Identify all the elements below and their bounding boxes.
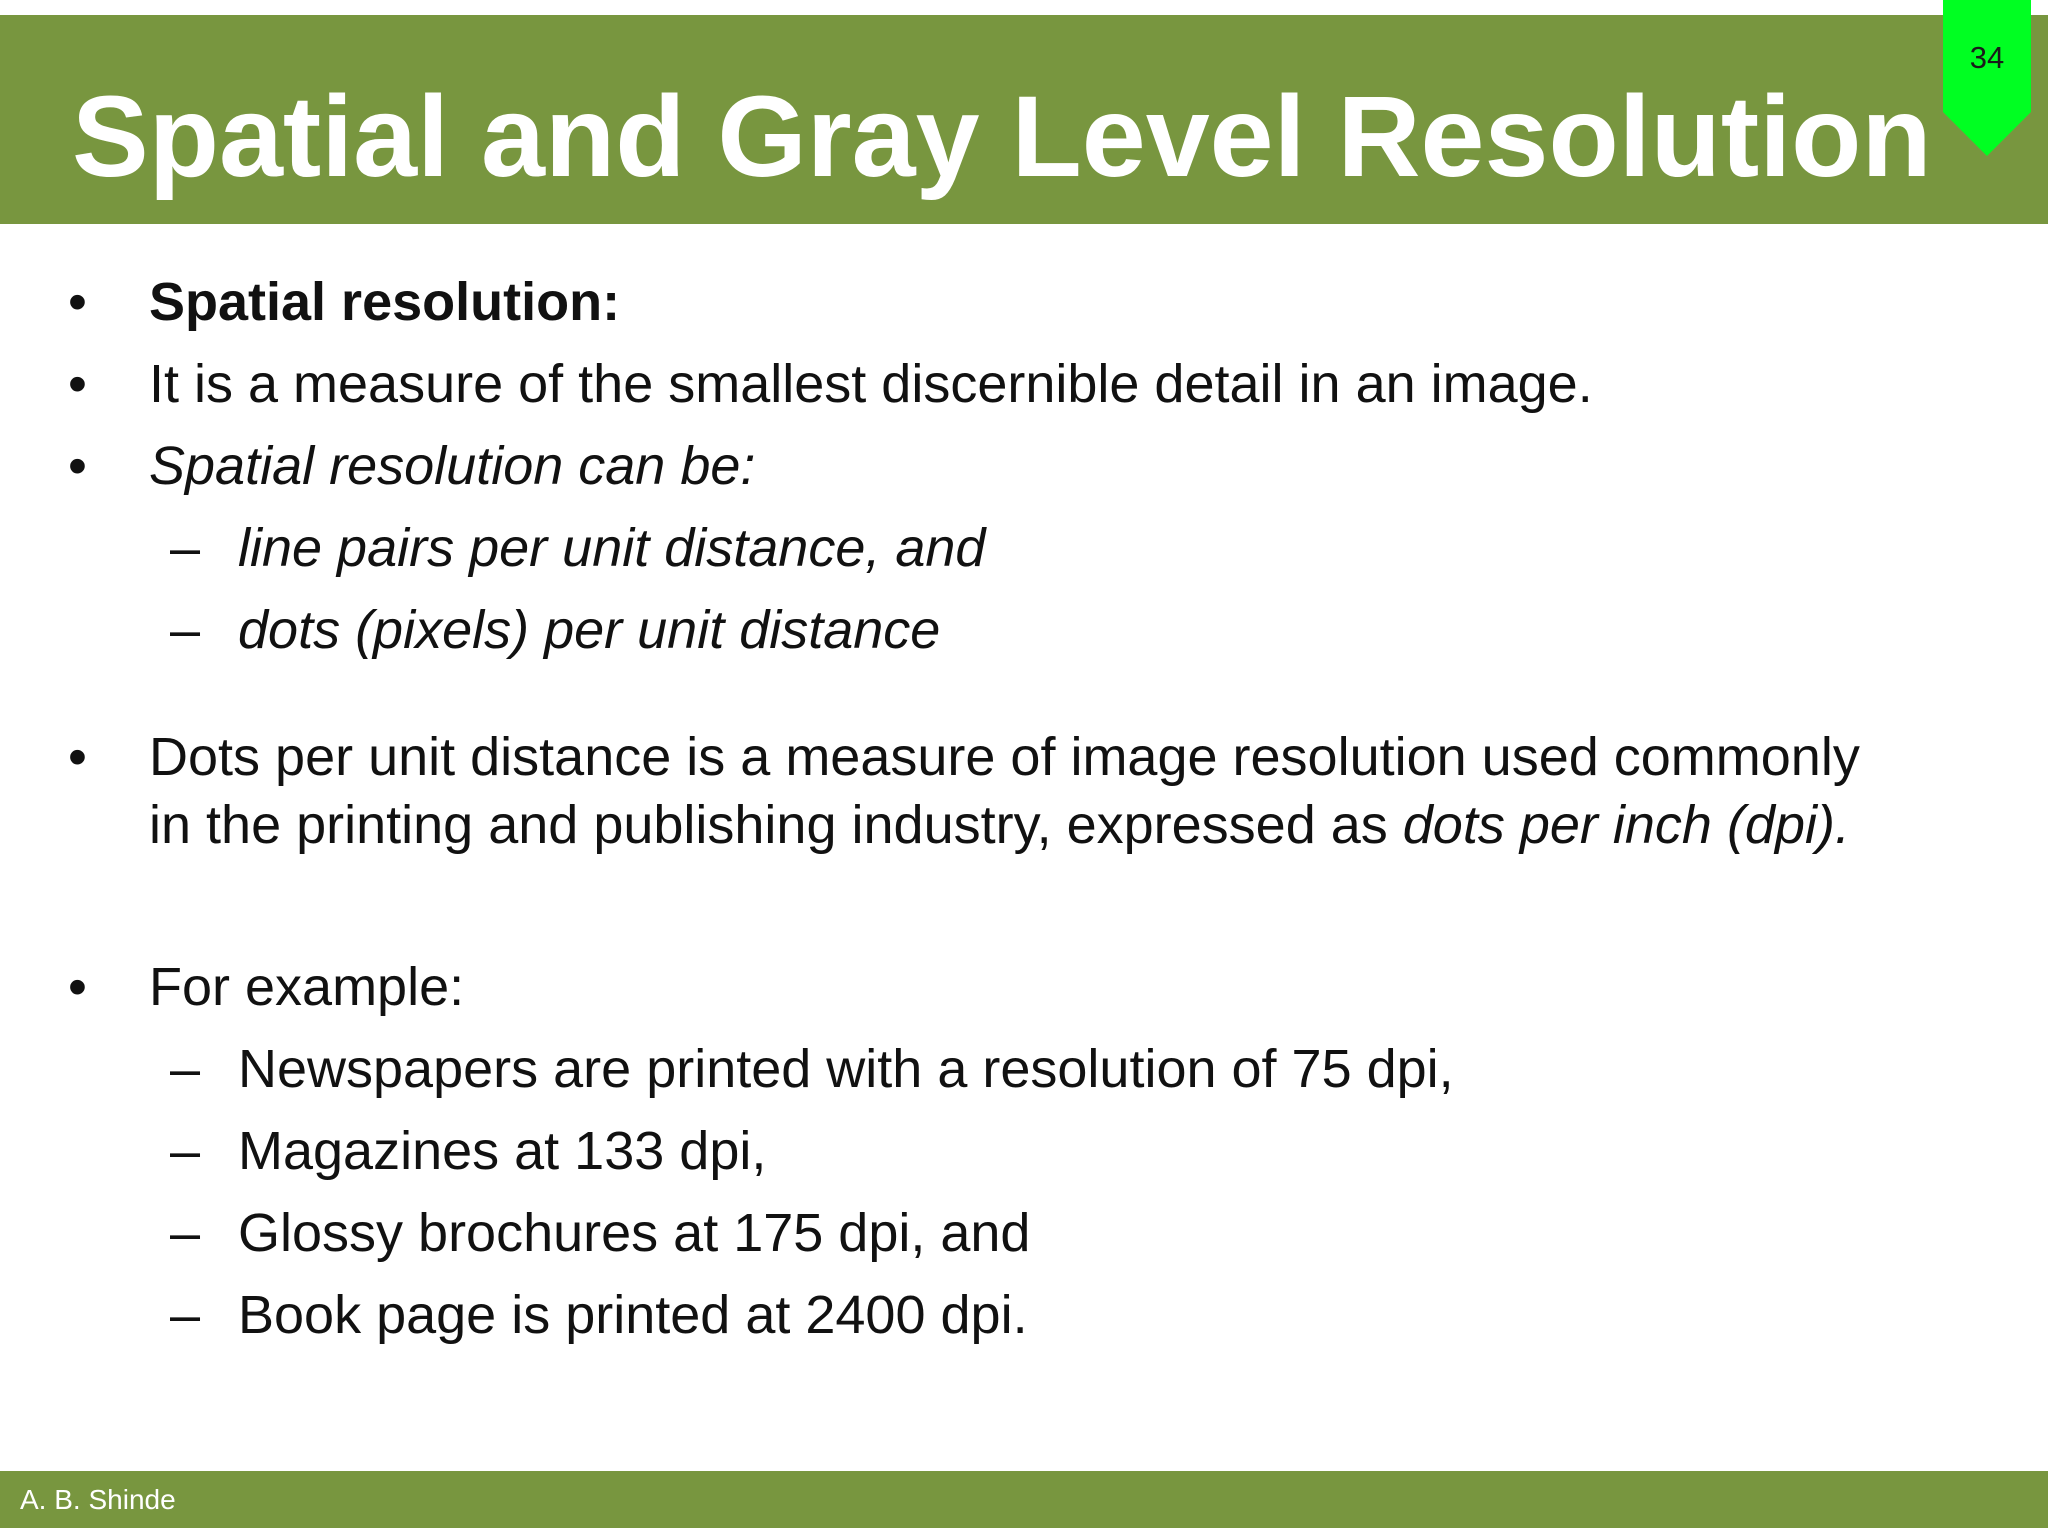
bullet-text-definition: It is a measure of the smallest discernible detail in an image. — [149, 354, 1593, 414]
bullet-text-for-example: For example: — [149, 957, 465, 1017]
dash-icon: – — [170, 1203, 201, 1263]
bullet-icon: • — [68, 727, 87, 787]
footer-author: A. B. Shinde — [20, 1484, 176, 1515]
bullet-text-dpi-line2-plain: in the printing and publishing industry, expressed as — [149, 795, 1403, 855]
bullet-icon: • — [68, 354, 87, 414]
dash-icon: – — [170, 1285, 201, 1345]
bullet-text-can-be: Spatial resolution can be: — [149, 436, 756, 496]
dash-icon: – — [170, 518, 201, 578]
bullet-icon: • — [68, 436, 87, 496]
dash-icon: – — [170, 1121, 201, 1181]
bullet-text-dpi-line1: Dots per unit distance is a measure of image resolution used commonly — [149, 727, 1860, 787]
bullet-icon: • — [68, 957, 87, 1017]
page-number: 34 — [1969, 40, 2005, 75]
slide-title: Spatial and Gray Level Resolution — [72, 73, 1932, 201]
bullet-icon: • — [68, 272, 87, 332]
sub-bullet-text-dots: dots (pixels) per unit distance — [238, 600, 941, 660]
dash-icon: – — [170, 1039, 201, 1099]
footer-bar — [0, 1471, 2048, 1528]
sub-bullet-text-brochures: Glossy brochures at 175 dpi, and — [238, 1203, 1031, 1263]
bullet-text-dpi-line2 — [149, 791, 1850, 859]
bullet-text-spatial-resolution: Spatial resolution: — [149, 272, 621, 332]
sub-bullet-text-line-pairs: line pairs per unit distance, and — [238, 518, 986, 578]
sub-bullet-text-book-page: Book page is printed at 2400 dpi. — [238, 1285, 1028, 1345]
sub-bullet-text-newspapers: Newspapers are printed with a resolution of 75 dpi, — [238, 1039, 1454, 1099]
dash-icon: – — [170, 600, 201, 660]
bullet-text-dpi-line2-italic: dots per inch (dpi). — [1402, 795, 1850, 855]
sub-bullet-text-magazines: Magazines at 133 dpi, — [238, 1121, 767, 1181]
bottom-margin — [0, 1528, 2048, 1536]
